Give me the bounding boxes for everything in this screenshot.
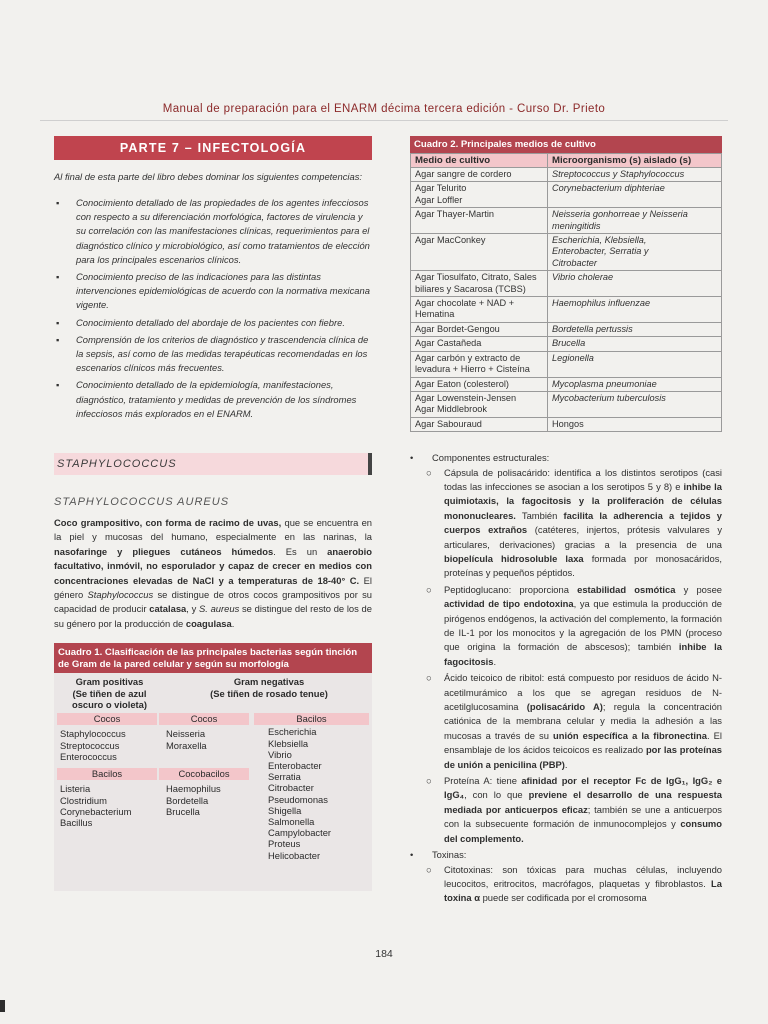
list-item: ○ Cápsula de polisacárido: identifica a los distintos serotipos (casi todas las infecciones se asocian a los serotipos 5 y 8) e inhibe la quimiotaxis, la fagocitosis y la proliferación de células mononucleares. También facilita la adherencia a tejidos y cuerpos extraños (catéteres, injertos, prótesis valvulares y articulares, derivaciones) gracias a la presencia de una biopelícula hidrosoluble laxa formada por monosacáridos, proteínas y pequeños péptidos.	[426, 466, 723, 579]
table-row	[411, 234, 722, 271]
table-row	[411, 391, 722, 417]
structural-components	[410, 451, 722, 906]
table-row	[411, 297, 722, 323]
culture-medium-cell: Agar Telurito Agar Loffler	[411, 182, 548, 208]
right-column	[410, 136, 722, 908]
cocobacilos-list: Haemophilus Bordetella Brucella	[166, 783, 221, 817]
table-row	[411, 351, 722, 377]
list-item: ▪ Conocimiento detallado del abordaje de los pacientes con fiebre.	[56, 316, 345, 328]
culture-medium-cell: Agar Castañeda	[411, 337, 548, 351]
subsection-title: STAPHYLOCOCCUS AUREUS	[54, 496, 230, 509]
culture-medium-cell: Agar chocolate + NAD + Hematina	[411, 297, 548, 323]
cuadro-1-caption: Cuadro 1. Clasificación de las principales bacterias según tinción de Gram de la pared celular y según su morfología	[54, 643, 372, 673]
culture-medium-cell: Agar carbón y extracto de levadura + Hierro + Cisteína	[411, 351, 548, 377]
cuadro-2-table	[410, 136, 722, 432]
culture-medium-cell: Agar Thayer-Martin	[411, 208, 548, 234]
cocos-positive-label: Cocos	[57, 713, 157, 725]
list-item: ▪ Conocimiento preciso de las indicaciones para las distintas intervenciones epidemiológicas de acuerdo con la normativa mexicana vigente.	[56, 271, 370, 311]
organism-cell: Bordetella pertussis	[548, 322, 722, 336]
list-item: ▪ Conocimiento detallado de la epidemiología, manifestaciones, diagnóstico, tratamiento y medidas de prevención de los síndromes infecciosos más explorados en el ENARM.	[56, 379, 357, 419]
culture-medium-cell: Agar MacConkey	[411, 234, 548, 271]
culture-medium-cell: Agar Lowenstein-Jensen Agar Middlebrook	[411, 391, 548, 417]
organism-cell: Haemophilus influenzae	[548, 297, 722, 323]
organism-cell: Legionella	[548, 351, 722, 377]
running-header: Manual de preparación para el ENARM décima tercera edición - Curso Dr. Prieto	[162, 103, 606, 115]
competency-list	[54, 196, 372, 421]
culture-medium-cell: Agar Tiosulfato, Citrato, Sales biliares y Sacarosa (TCBS)	[411, 271, 548, 297]
gram-positive-header: Gram positivas (Se tiñen de azul oscuro o violeta)	[71, 676, 147, 710]
table-row	[411, 182, 722, 208]
cocos-negative-label: Cocos	[159, 713, 249, 725]
table-row	[411, 417, 722, 431]
cuadro-2-caption: Cuadro 2. Principales medios de cultivo	[410, 136, 722, 153]
table-row	[411, 168, 722, 182]
culture-medium-cell: Agar Eaton (colesterol)	[411, 377, 548, 391]
culture-medium-cell: Agar Bordet-Gengou	[411, 322, 548, 336]
section-title: STAPHYLOCOCCUS	[54, 453, 372, 475]
list-item: ▪ Comprensión de los criterios de diagnóstico y trascendencia clínica de la sepsis, así como de las medidas terapéuticas recomendadas en los escenarios clínicos más frecuentes.	[56, 333, 369, 374]
column-header: Microorganismo (s) aislado (s)	[548, 154, 722, 168]
culture-medium-cell: Agar sangre de cordero	[411, 168, 548, 182]
column-header: Medio de cultivo	[411, 154, 548, 168]
organism-cell: Escherichia, Klebsiella, Enterobacter, Serratia y Citrobacter	[548, 234, 722, 271]
table-row	[411, 322, 722, 336]
list-item: ▪ Conocimiento detallado de las propiedades de los agentes infecciosos con respecto a su diferenciación morfológica, factores de virulencia y su correlación con las manifestaciones clínicas, requerimientos para el diagnóstico clínico y microbiológico, así como tratamientos de elección para los principales escenarios clínicos.	[56, 197, 370, 265]
organism-cell: Mycoplasma pneumoniae	[548, 377, 722, 391]
list-item: • Componentes estructurales:	[410, 452, 550, 464]
page-number: 184	[375, 948, 393, 960]
bacilos-positive-list: Listeria Clostridium Corynebacterium Bacillus	[60, 783, 132, 828]
header-rule	[40, 120, 728, 121]
table-row	[411, 208, 722, 234]
organism-cell: Neisseria gonhorreae y Neisseria meningitidis	[548, 208, 722, 234]
culture-medium-cell: Agar Sabouraud	[411, 417, 548, 431]
left-column	[54, 136, 372, 891]
list-item: ○ Ácido teicoico de ribitol: está compuesto por residuos de ácido N-acetilmurámico a los que se agregan residuos de N-acetilglucosamina (polisacárido A); regula la concentración catiónica de la membrana celular y media la adhesión a las mucosas a través de su unión específica a la fibronectina. El ensamblaje de los ácidos teicoicos es realizado por las proteínas de unión a penicilina (PBP).	[426, 672, 722, 770]
organism-cell: Corynebacterium diphteriae	[548, 182, 722, 208]
bacilos-negative-list: Escherichia Klebsiella Vibrio Enterobacter Serratia Citrobacter Pseudomonas Shigella Salmonella Campylobacter Proteus Helicobacter	[268, 726, 332, 861]
table-row	[411, 377, 722, 391]
bacilos-negative-label: Bacilos	[254, 713, 369, 725]
staph-paragraph: Coco grampositivo, con forma de racimo de uvas, que se encuentra en la piel y mucosas del humano, especialmente en las narinas, la nasofaringe y pliegues cutáneos húmedos. Es un anaerobio facultativo, inmóvil, no esporulador y capaz de crecer en medios con concentraciones elevadas de NaCl y a temperaturas de 18-40° C. El género Staphylococcus se distingue de otros cocos grampositivos por su capacidad de producir catalasa, y S. aureus se distingue del resto de los de su género por la producción de coagulasa.	[54, 517, 373, 629]
scan-edge-mark	[0, 1000, 5, 1012]
cuadro-2-body	[411, 168, 722, 432]
gram-negative-header: Gram negativas (Se tiñen de rosado tenue)	[210, 676, 328, 699]
list-item: ○ Citotoxinas: son tóxicas para muchas células, incluyendo leucocitos, eritrocitos, macrófagos, plaquetas y fibroblastos. La toxina α puede ser codificada por el cromosoma	[426, 863, 722, 904]
bacilos-positive-label: Bacilos	[57, 768, 157, 780]
organism-cell: Mycobacterium tuberculosis	[548, 391, 722, 417]
organism-cell: Hongos	[548, 417, 722, 431]
list-item: ○ Proteína A: tiene afinidad por el receptor Fc de IgG₁, IgG₂ e IgG₄, con lo que previene el desarrollo de una respuesta mediada por anticuerpos eficaz; también se une a anticuerpos con la subsecuente formación de inmunocomplejos y consumo del complemento.	[426, 775, 722, 844]
cocos-negative-list: Neisseria Moraxella	[166, 728, 207, 751]
intro-text: Al final de esta parte del libro debes dominar los siguientes competencias:	[54, 171, 362, 182]
cuadro-1-table	[54, 643, 372, 891]
cocobacilos-label: Cocobacilos	[159, 768, 249, 780]
cocos-positive-list: Staphylococcus Streptococcus Enterococcus	[60, 728, 126, 762]
cuadro-1-grid	[54, 673, 372, 891]
organism-cell: Streptococcus y Staphylococcus	[548, 168, 722, 182]
organism-cell: Brucella	[548, 337, 722, 351]
part-banner: PARTE 7 – INFECTOLOGÍA	[54, 136, 372, 160]
list-item: ○ Peptidoglucano: proporciona estabilidad osmótica y posee actividad de tipo endotoxina, ya que estimula la producción de pirógenos endógenos, la activación del complemento, la formación de IL-1 por los monocitos y la agregación de los PMN (proceso que origina la formación de abscesos); también inhibe la fagocitosis.	[426, 583, 722, 667]
table-row	[411, 271, 722, 297]
table-row	[411, 337, 722, 351]
organism-cell: Vibrio cholerae	[548, 271, 722, 297]
list-item: • Toxinas:	[410, 849, 467, 861]
